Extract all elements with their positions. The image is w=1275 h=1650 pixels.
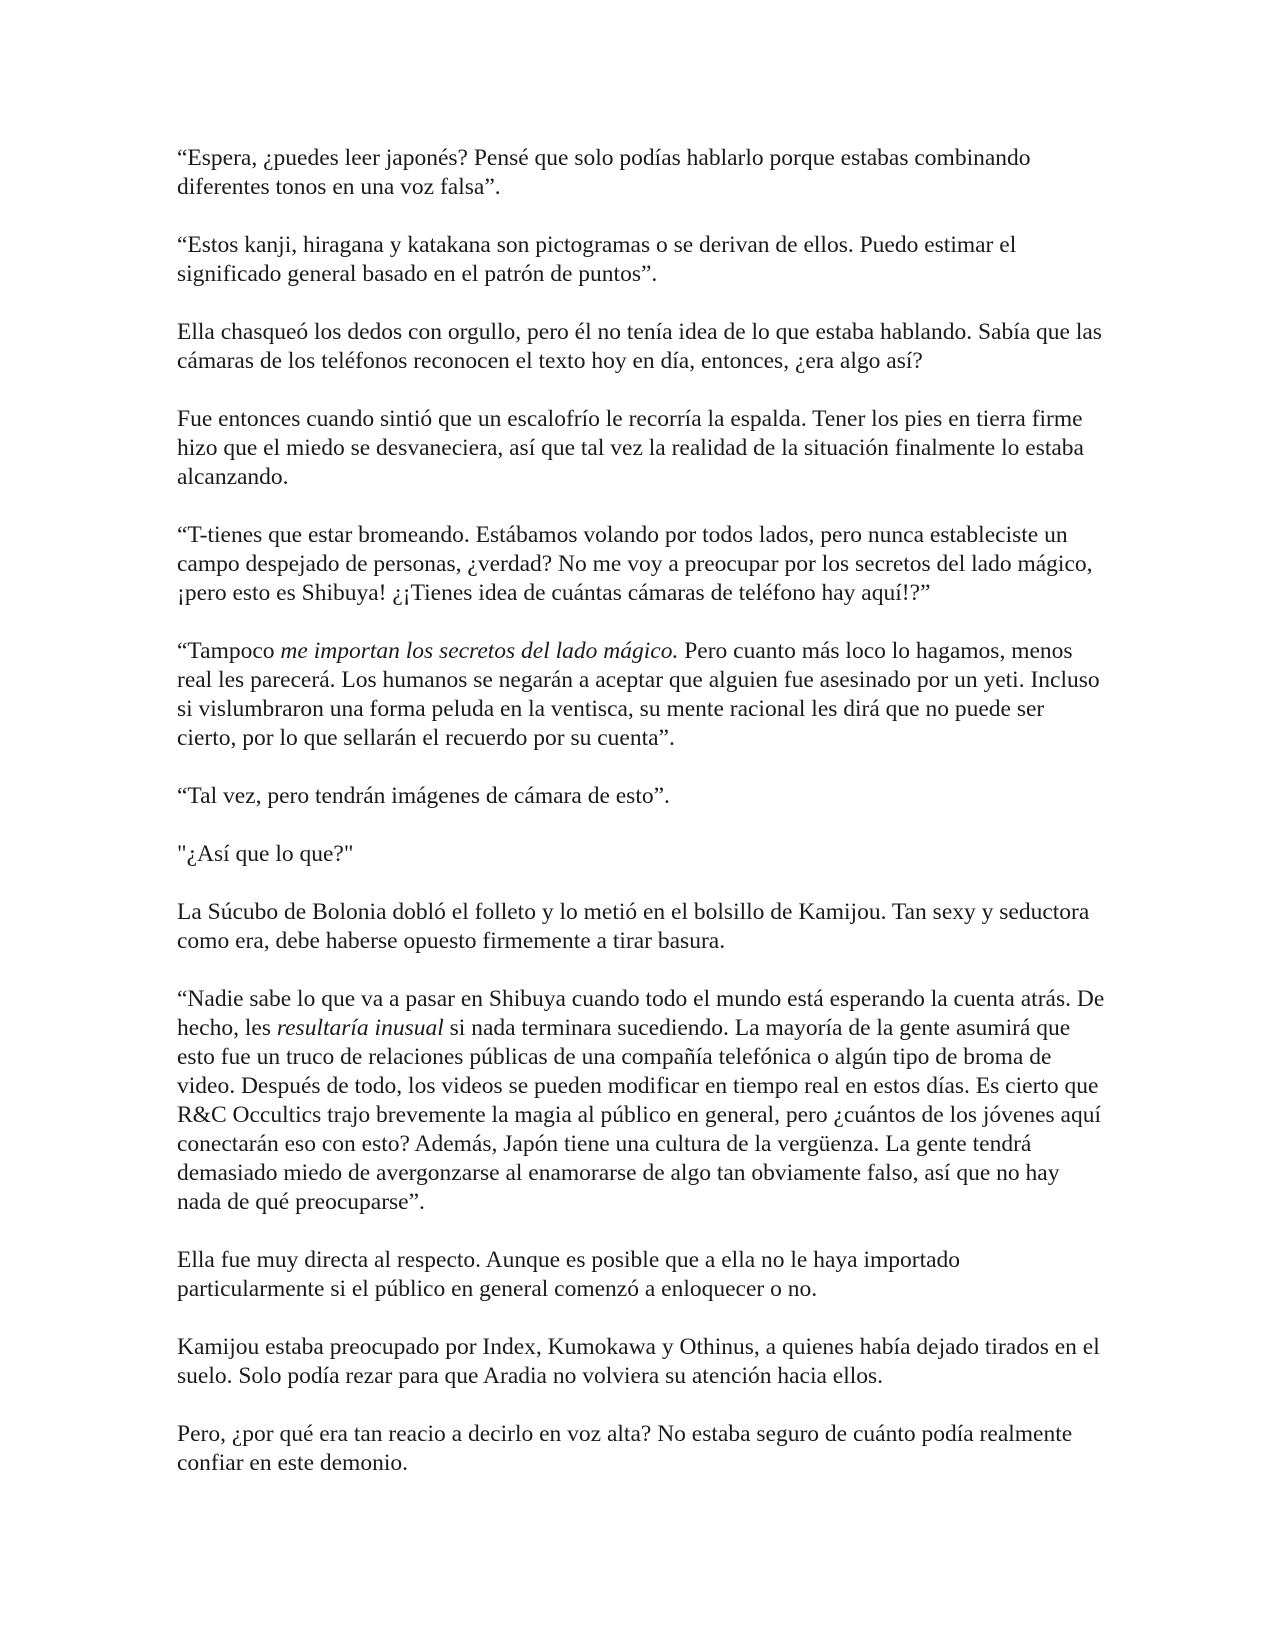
document-page (177, 144, 1107, 1478)
italic-text-span: me importan los secretos del lado mágico. (280, 638, 679, 664)
body-paragraph (177, 144, 1107, 202)
text-span: Pero, ¿por qué era tan reacio a decirlo en voz alta? No estaba seguro de cuánto podía realmente confiar en este demonio. (177, 1421, 1073, 1476)
text-span: “T-tienes que estar bromeando. Estábamos volando por todos lados, pero nunca estableciste un campo despejado de personas, ¿verdad? No me voy a preocupar por los secretos del lado mágico, ¡pero esto es Shibuya! ¿¡Tienes idea de cuántas cámaras de teléfono hay aquí!?” (177, 522, 1093, 606)
body-paragraph (177, 782, 1107, 811)
body-paragraph (177, 405, 1107, 492)
text-span: Kamijou estaba preocupado por Index, Kumokawa y Othinus, a quienes había dejado tirados en el suelo. Solo podía rezar para que Aradia no volviera su atención hacia ellos. (177, 1334, 1100, 1389)
text-span: si nada terminara sucediendo. La mayoría de la gente asumirá que esto fue un truco de relaciones públicas de una compañía telefónica o algún tipo de broma de video. Después de todo, los videos se pueden modificar en tiempo real en estos días. Es cierto que R&C Occultics trajo brevemente la magia al público en general, pero ¿cuántos de los jóvenes aquí conectarán eso con esto? Además, Japón tiene una cultura de la vergüenza. La gente tendrá demasiado miedo de avergonzarse al enamorarse de algo tan obviamente falso, así que no hay nada de qué preocuparse”. (177, 1015, 1102, 1215)
body-paragraph (177, 318, 1107, 376)
text-span: “Nadie sabe lo que va a pasar en Shibuya cuando todo el mundo está esperando la cuenta atrás. De hecho, les (177, 986, 1105, 1041)
text-span: “Espera, ¿puedes leer japonés? Pensé que solo podías hablarlo porque estabas combinando diferentes tonos en una voz falsa”. (177, 145, 1031, 200)
text-span: Ella chasqueó los dedos con orgullo, pero él no tenía idea de lo que estaba hablando. Sabía que las cámaras de los teléfonos reconocen el texto hoy en día, entonces, ¿era algo así? (177, 319, 1102, 374)
text-span: Fue entonces cuando sintió que un escalofrío le recorría la espalda. Tener los pies en tierra firme hizo que el miedo se desvaneciera, así que tal vez la realidad de la situación finalmente lo estaba alcanzando. (177, 406, 1084, 490)
body-paragraph (177, 521, 1107, 608)
body-paragraph (177, 1420, 1107, 1478)
body-paragraph (177, 985, 1107, 1217)
body-paragraph (177, 637, 1107, 753)
body-paragraph (177, 1333, 1107, 1391)
text-span: “Estos kanji, hiragana y katakana son pictogramas o se derivan de ellos. Puedo estimar el significado general basado en el patrón de puntos”. (177, 232, 1017, 287)
text-span: “Tal vez, pero tendrán imágenes de cámara de esto”. (177, 783, 670, 809)
text-span: La Súcubo de Bolonia dobló el folleto y lo metió en el bolsillo de Kamijou. Tan sexy y seductora como era, debe haberse opuesto firmemente a tirar basura. (177, 899, 1090, 954)
italic-text-span: resultaría inusual (276, 1015, 444, 1041)
body-paragraph (177, 231, 1107, 289)
body-paragraph (177, 1246, 1107, 1304)
text-span: “Tampoco (177, 638, 281, 664)
text-span: "¿Así que lo que?" (177, 841, 354, 867)
body-paragraph (177, 898, 1107, 956)
text-span: Ella fue muy directa al respecto. Aunque es posible que a ella no le haya importado particularmente si el público en general comenzó a enloquecer o no. (177, 1247, 961, 1302)
body-paragraph (177, 840, 1107, 869)
text-span: Pero cuanto más loco lo hagamos, menos real les parecerá. Los humanos se negarán a aceptar que alguien fue asesinado por un yeti. Incluso si vislumbraron una forma peluda en la ventisca, su mente racional les dirá que no puede ser cierto, por lo que sellarán el recuerdo por su cuenta”. (177, 638, 1100, 751)
